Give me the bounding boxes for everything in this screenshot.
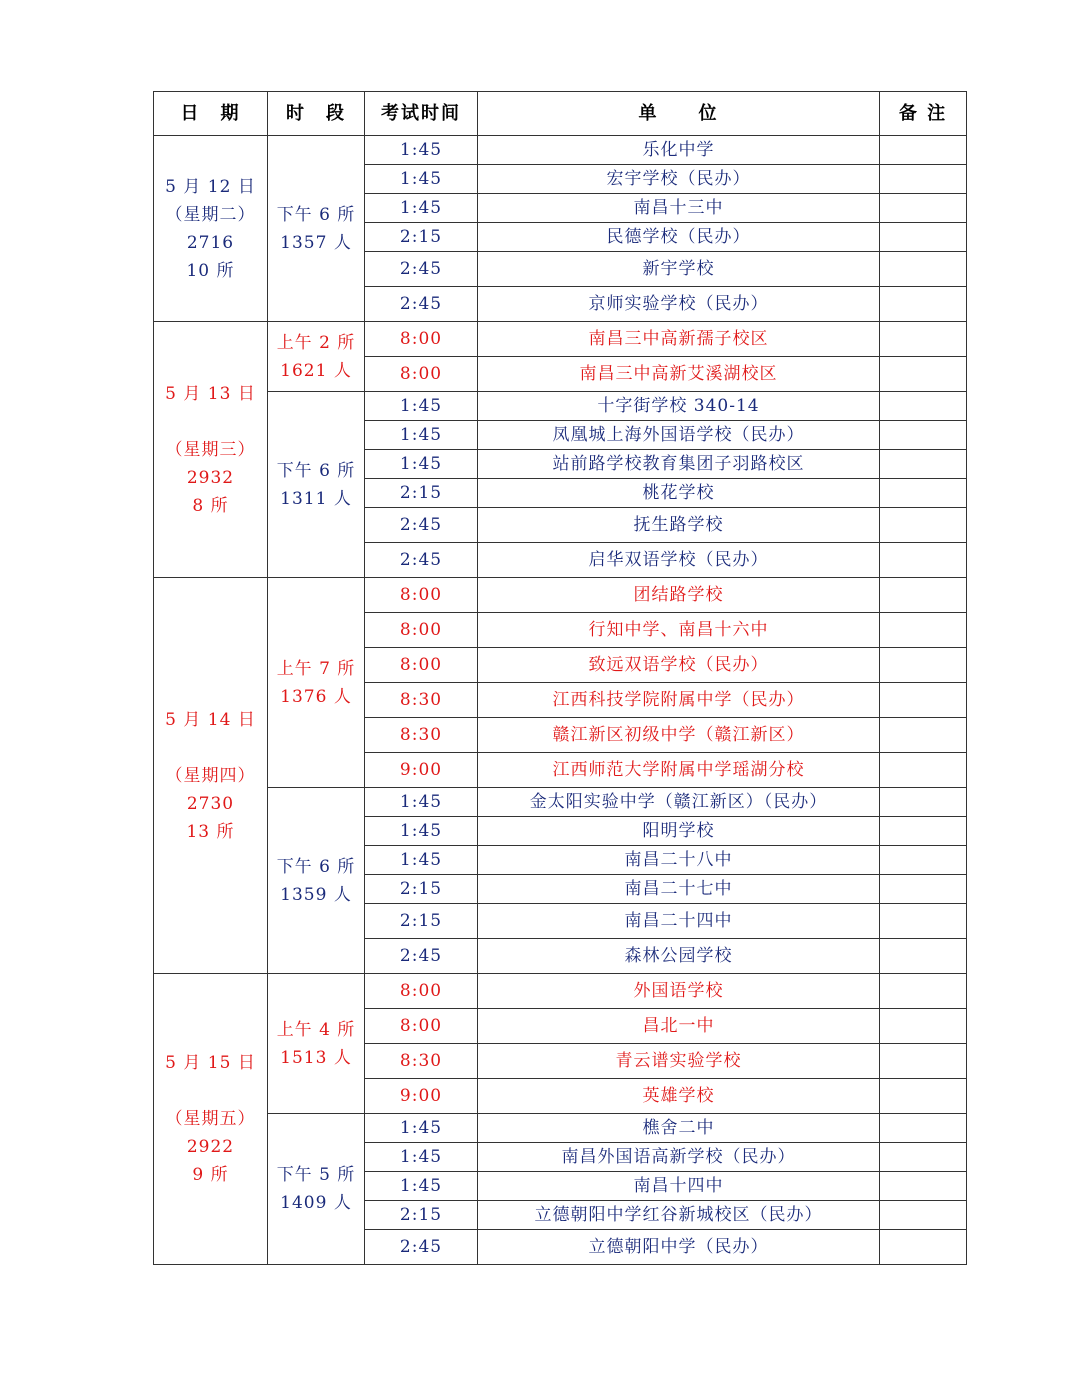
school-unit-cell: 森林公园学校 (478, 939, 880, 974)
spacer (154, 734, 267, 762)
exam-time-cell: 1:45 (365, 194, 478, 223)
header-unit: 单 位 (478, 92, 880, 136)
text-line: 1311 人 (280, 488, 352, 509)
school-unit-cell: 团结路学校 (478, 578, 880, 613)
note-cell (880, 194, 967, 223)
text-line: 上午 4 所 (276, 1019, 356, 1040)
school-unit-cell: 江西科技学院附属中学（民办） (478, 683, 880, 718)
note-cell (880, 648, 967, 683)
school-unit-cell: 南昌十四中 (478, 1172, 880, 1201)
note-cell (880, 875, 967, 904)
school-unit-cell: 宏宇学校（民办） (478, 165, 880, 194)
note-cell (880, 613, 967, 648)
exam-time-cell: 2:15 (365, 479, 478, 508)
text-line: 下午 5 所 (276, 1165, 356, 1185)
school-unit-cell: 外国语学校 (478, 974, 880, 1009)
school-unit-cell: 凤凰城上海外国语学校（民办） (478, 421, 880, 450)
exam-time-cell: 2:45 (365, 543, 478, 578)
period-cell (268, 1114, 365, 1265)
school-unit-cell: 金太阳实验中学（赣江新区）（民办） (478, 788, 880, 817)
exam-time-cell: 1:45 (365, 392, 478, 421)
exam-time-cell: 2:15 (365, 904, 478, 939)
note-cell (880, 904, 967, 939)
school-unit-cell: 立德朝阳中学（民办） (478, 1230, 880, 1265)
spacer (154, 1077, 267, 1105)
note-cell (880, 788, 967, 817)
note-cell (880, 974, 967, 1009)
exam-time-cell: 2:15 (365, 875, 478, 904)
exam-time-cell: 2:45 (365, 252, 478, 287)
school-unit-cell: 南昌三中高新孺子校区 (478, 322, 880, 357)
school-unit-cell: 南昌十三中 (478, 194, 880, 223)
exam-time-cell: 8:30 (365, 683, 478, 718)
text-line: 2922 (186, 1137, 235, 1157)
text-line: 2716 (186, 232, 235, 253)
school-unit-cell: 京师实验学校（民办） (478, 287, 880, 322)
exam-time-cell: 2:15 (365, 223, 478, 252)
note-cell (880, 1201, 967, 1230)
text-line: 5 月 13 日 (165, 383, 256, 404)
note-cell (880, 1044, 967, 1079)
note-cell (880, 1172, 967, 1201)
school-unit-cell: 站前路学校教育集团子羽路校区 (478, 450, 880, 479)
school-unit-cell: 阳明学校 (478, 817, 880, 846)
schedule-body (154, 136, 967, 1265)
school-unit-cell: 抚生路学校 (478, 508, 880, 543)
schedule-row (154, 1114, 967, 1143)
note-cell (880, 357, 967, 392)
schedule-row (154, 788, 967, 817)
note-cell (880, 450, 967, 479)
note-cell (880, 846, 967, 875)
note-cell (880, 421, 967, 450)
spacer (154, 408, 267, 436)
text-line: 2730 (186, 793, 235, 814)
note-cell (880, 817, 967, 846)
school-unit-cell: 南昌外国语高新学校（民办） (478, 1143, 880, 1172)
note-cell (880, 1114, 967, 1143)
note-cell (880, 683, 967, 718)
exam-time-cell: 1:45 (365, 136, 478, 165)
exam-time-cell: 8:00 (365, 322, 478, 357)
text-line: 下午 6 所 (276, 856, 356, 877)
exam-time-cell: 1:45 (365, 817, 478, 846)
text-line: 1359 人 (280, 884, 352, 905)
school-unit-cell: 南昌三中高新艾溪湖校区 (478, 357, 880, 392)
note-cell (880, 578, 967, 613)
text-line: 9 所 (192, 1165, 229, 1185)
header-exam-time: 考试时间 (365, 92, 478, 136)
school-unit-cell: 桃花学校 (478, 479, 880, 508)
note-cell (880, 939, 967, 974)
exam-time-cell: 8:00 (365, 578, 478, 613)
note-cell (880, 1230, 967, 1265)
text-line: 1357 人 (280, 232, 352, 253)
exam-time-cell: 8:00 (365, 974, 478, 1009)
date-cell (154, 322, 268, 578)
exam-time-cell: 1:45 (365, 165, 478, 194)
school-unit-cell: 赣江新区初级中学（赣江新区） (478, 718, 880, 753)
exam-time-cell: 2:45 (365, 939, 478, 974)
date-cell (154, 974, 268, 1265)
exam-time-cell: 1:45 (365, 846, 478, 875)
text-line: 8 所 (192, 495, 229, 516)
text-line: 1409 人 (280, 1193, 352, 1213)
text-line: （星期五） (165, 1109, 256, 1129)
school-unit-cell: 南昌二十四中 (478, 904, 880, 939)
exam-time-cell: 9:00 (365, 753, 478, 788)
note-cell (880, 165, 967, 194)
text-line: 上午 7 所 (276, 658, 356, 679)
period-cell (268, 392, 365, 578)
text-line: 5 月 14 日 (165, 709, 256, 730)
school-unit-cell: 致远双语学校（民办） (478, 648, 880, 683)
period-cell (268, 136, 365, 322)
header-period: 时 段 (268, 92, 365, 136)
exam-time-cell: 1:45 (365, 1143, 478, 1172)
header-row (154, 92, 967, 136)
school-unit-cell: 立德朝阳中学红谷新城校区（民办） (478, 1201, 880, 1230)
exam-time-cell: 8:00 (365, 357, 478, 392)
exam-time-cell: 2:45 (365, 1230, 478, 1265)
text-line: 上午 2 所 (276, 332, 356, 353)
schedule-row (154, 578, 967, 613)
note-cell (880, 508, 967, 543)
note-cell (880, 252, 967, 287)
text-line: （星期二） (165, 204, 256, 225)
period-cell (268, 578, 365, 788)
school-unit-cell: 行知中学、南昌十六中 (478, 613, 880, 648)
note-cell (880, 287, 967, 322)
school-unit-cell: 樵舍二中 (478, 1114, 880, 1143)
text-line: 5 月 15 日 (165, 1053, 256, 1073)
text-line: （星期四） (165, 765, 256, 786)
school-unit-cell: 南昌二十八中 (478, 846, 880, 875)
exam-time-cell: 8:00 (365, 1009, 478, 1044)
note-cell (880, 392, 967, 421)
exam-time-cell: 1:45 (365, 450, 478, 479)
school-unit-cell: 十字街学校 340-14 (478, 392, 880, 421)
school-unit-cell: 英雄学校 (478, 1079, 880, 1114)
school-unit-cell: 新宇学校 (478, 252, 880, 287)
period-cell (268, 974, 365, 1114)
school-unit-cell: 启华双语学校（民办） (478, 543, 880, 578)
schedule-row (154, 136, 967, 165)
text-line: 10 所 (186, 260, 235, 281)
note-cell (880, 718, 967, 753)
note-cell (880, 1143, 967, 1172)
note-cell (880, 543, 967, 578)
exam-time-cell: 1:45 (365, 1114, 478, 1143)
exam-time-cell: 1:45 (365, 421, 478, 450)
text-line: 下午 6 所 (276, 460, 356, 481)
note-cell (880, 223, 967, 252)
schedule-row (154, 322, 967, 357)
exam-time-cell: 1:45 (365, 1172, 478, 1201)
schedule-row (154, 392, 967, 421)
header-date: 日 期 (154, 92, 268, 136)
note-cell (880, 322, 967, 357)
note-cell (880, 479, 967, 508)
school-unit-cell: 青云谱实验学校 (478, 1044, 880, 1079)
period-cell (268, 322, 365, 392)
exam-time-cell: 2:15 (365, 1201, 478, 1230)
date-cell (154, 578, 268, 974)
exam-time-cell: 2:45 (365, 287, 478, 322)
exam-time-cell: 2:45 (365, 508, 478, 543)
exam-time-cell: 8:30 (365, 1044, 478, 1079)
text-line: 下午 6 所 (276, 204, 356, 225)
exam-schedule-table (153, 91, 967, 1265)
school-unit-cell: 民德学校（民办） (478, 223, 880, 252)
period-cell (268, 788, 365, 974)
text-line: 1376 人 (280, 686, 352, 707)
exam-time-cell: 8:30 (365, 718, 478, 753)
text-line: 5 月 12 日 (165, 176, 256, 197)
schedule-row (154, 974, 967, 1009)
text-line: 1513 人 (280, 1047, 352, 1068)
date-cell (154, 136, 268, 322)
school-unit-cell: 南昌二十七中 (478, 875, 880, 904)
exam-time-cell: 9:00 (365, 1079, 478, 1114)
exam-time-cell: 8:00 (365, 613, 478, 648)
exam-time-cell: 1:45 (365, 788, 478, 817)
text-line: 1621 人 (280, 360, 352, 381)
note-cell (880, 1009, 967, 1044)
school-unit-cell: 乐化中学 (478, 136, 880, 165)
text-line: （星期三） (165, 439, 256, 460)
school-unit-cell: 江西师范大学附属中学瑶湖分校 (478, 753, 880, 788)
exam-time-cell: 8:00 (365, 648, 478, 683)
text-line: 13 所 (186, 821, 235, 842)
text-line: 2932 (186, 467, 235, 488)
header-note: 备 注 (880, 92, 967, 136)
school-unit-cell: 昌北一中 (478, 1009, 880, 1044)
note-cell (880, 753, 967, 788)
note-cell (880, 136, 967, 165)
note-cell (880, 1079, 967, 1114)
